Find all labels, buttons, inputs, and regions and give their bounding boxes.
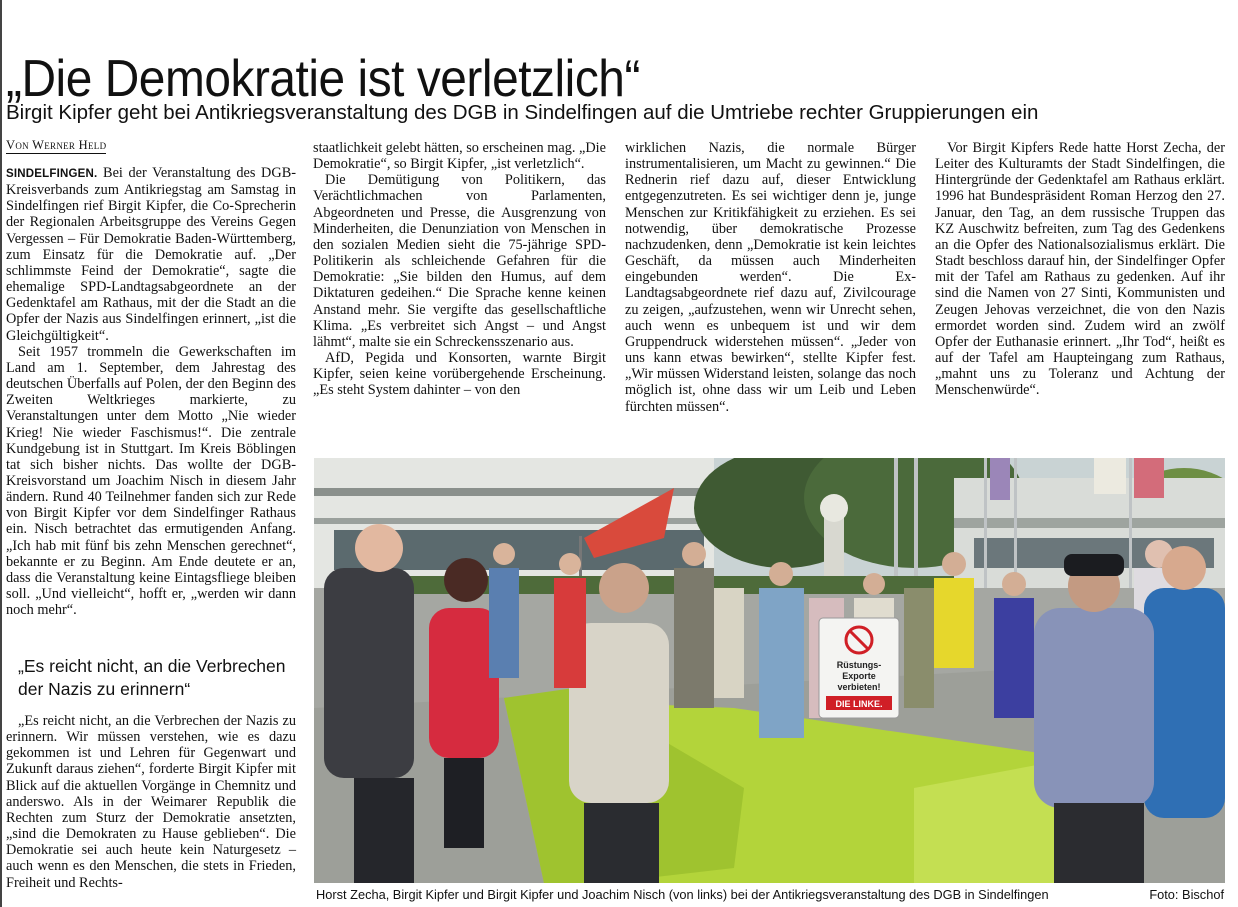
subheadline: Birgit Kipfer geht bei Antikriegsveranstaltung des DGB in Sindelfingen auf die Umtriebe rechter Gruppierungen ein <box>6 101 1039 124</box>
column-4 <box>935 140 1225 399</box>
sign-party-label: DIE LINKE. <box>835 699 883 709</box>
column-1 <box>6 165 296 618</box>
photo-caption: Horst Zecha, Birgit Kipfer und Birgit Kipfer und Joachim Nisch (von links) bei der Antikriegsveranstaltung des DGB in Sindelfingen <box>316 887 1049 902</box>
crosshead: „Es reicht nicht, an die Verbrechen der Nazis zu erinnern“ <box>18 656 286 699</box>
paragraph: AfD, Pegida und Konsorten, warnte Birgit Kipfer, seien keine vorübergehende Erscheinung. „Es steht System dahinter – von den <box>313 350 606 399</box>
photo-illustration <box>314 458 1225 883</box>
photo-credit: Foto: Bischof <box>1149 887 1224 902</box>
paragraph: wirklichen Nazis, die normale Bürger instrumentalisieren, um Macht zu gewinnen.“ Die Rednerin rief dazu auf, dieser Entwicklung entgegenzutreten. Es sei wichtiger denn je, junge Menschen zur Kritikfähigkeit zu erziehen. Es sei notwendig, über demokratische Prozesse nachzudenken, denn „Demokratie ist kein leichtes Geschäft, da müssen auch Minderheiten eingebunden werden“. Die Ex-Landtagsabgeordnete rief dazu auf, Zivilcourage zu zeigen, „aufzustehen, wenn wir Unrecht sehen, auch wenn es unbequem ist und wir dem Gruppendruck widerstehen müssen“. „Jeder von uns kann etwas bewirken“, stellte Kipfer fest. „Wir müssen Widerstand leisten, solange das noch möglich ist, ohne dass wir um Leib und Leben fürchten müssen“. <box>625 140 916 415</box>
paragraph: staatlichkeit gelebt hätten, so erscheinen mag. „Die Demokratie“, so Birgit Kipfer, „ist verletzlich“. <box>313 140 606 173</box>
paragraph: Seit 1957 trommeln die Gewerkschaften im Land am 1. September, dem Jahrestag des deutschen Überfalls auf Polen, der den Beginn des Zweiten Weltkrieges markierte, zu Veranstaltungen unter dem Motto „Nie wieder Krieg! Nie wieder Faschismus!“. Die zentrale Kundgebung ist in Stuttgart. Im Kreis Böblingen tat sich bisher nichts. Das wollte der DGB-Kreisvorstand um Joachim Nisch in diesem Jahr ändern. Rund 40 Teilnehmer fanden sich zur Rede von Birgit Kipfer vor dem Sindelfinger Rathaus ein. Nisch betrachtet das ermutigenden Anfang. „Ich hab mit fünf bis zehn Menschen gerechnet“, bekannte er zu Beginn. Am Ende deutete er an, dass die Veranstaltung keine Eintagsfliege bleiben soll. „Und vielleicht“, hofft er, „werden wir dann noch mehr“. <box>6 343 296 619</box>
paragraph: Die Demütigung von Politikern, das Verächtlichmachen von Parlamenten, Abgeordneten und Presse, die Ausgrenzung von Minderheiten, die Denunziation von Menschen in den sozialen Medien sieht die 75-jährige SPD-Politikerin als schleichende Gefahren für die Demokratie: „Sie bilden den Humus, auf dem Diktaturen gedeihen.“ Die Sprache kenne keinen Anstand mehr. Sie vergifte das gesellschaftliche Klima. „Es verbreitet sich Angst – und Angst lähmt“, malte sie ein Schreckensszenario aus. <box>313 172 606 350</box>
byline: Von Werner Held <box>6 138 107 152</box>
column-1-continued <box>6 713 296 891</box>
page-edge-rule <box>0 0 2 907</box>
paragraph: „Es reicht nicht, an die Verbrechen der Nazis zu erinnern. Wir müssen verstehen, wie es dazu gekommen ist und Lehren für Gegenwart und Zukunft daraus ziehen“, forderte Birgit Kipfer mit Blick auf die aktuellen Vorgänge in Chemnitz und anderswo. Als in der Weimarer Republik die Rechten zum Sturz der Demokratie ansetzten, „sind die Demokraten zu Hause geblieben“. Die Demokratie sei auch heute kein Naturgesetz – auch wenn es den Menschen, die stets in Frieden, Freiheit und Rechts- <box>6 713 296 891</box>
sign-text-line3: verbieten! <box>837 682 881 692</box>
column-2 <box>313 140 606 399</box>
paragraph: Vor Birgit Kipfers Rede hatte Horst Zecha, der Leiter des Kulturamts der Stadt Sindelfingen, die Hintergründe der Gedenktafel am Rathaus erklärt. 1996 hat Bundespräsident Roman Herzog den 27. Januar, den Tag, an dem russische Truppen das KZ Auschwitz befreiten, zum Tag des Gedenkens an die Opfer des Nationalsozialismus erklärt. Die Stadt beschloss darauf hin, der Sindelfinger Opfer mit der Tafel am Rathaus zu gedenken. Auf ihr sind die Namen von 27 Sinti, Kommunisten und Zeugen Jehovas verzeichnet, die von den Nazis ermordet worden sind. Zudem wird an zwölf Opfer der Euthanasie erinnert. „Ihr Tod“, heißt es auf der Tafel am Haupteingang zum Rathaus, „mahnt uns zu Toleranz und Achtung der Menschenwürde“. <box>935 140 1225 399</box>
sign-text-line1: Rüstungs- <box>836 660 882 670</box>
sign-text-line2: Exporte <box>842 671 876 681</box>
protest-sign <box>819 618 899 718</box>
event-photo <box>314 458 1225 883</box>
dateline: SINDELFINGEN. <box>6 168 98 180</box>
headline: „Die Demokratie ist verletzlich“ <box>6 49 640 108</box>
column-3 <box>625 140 916 415</box>
paragraph: SINDELFINGEN. Bei der Veranstaltung des DGB-Kreisverbands zum Antikriegstag am Samstag in Sindelfingen rief Birgit Kipfer, die Co-Sprecherin der Regionalen Arbeitsgruppe des Vereins Gegen Vergessen – Für Demokratie Baden-Württemberg, zum Einsatz für die Demokratie auf. „Der schlimmste Feind der Demokratie“, sagte die ehemalige SPD-Landtagsabgeordnete an der Gedenktafel am Rathaus, mit der die Stadt an die Opfer der Nazis aus Sindelfingen erinnert, „ist die Gleichgültigkeit“. <box>6 165 296 344</box>
